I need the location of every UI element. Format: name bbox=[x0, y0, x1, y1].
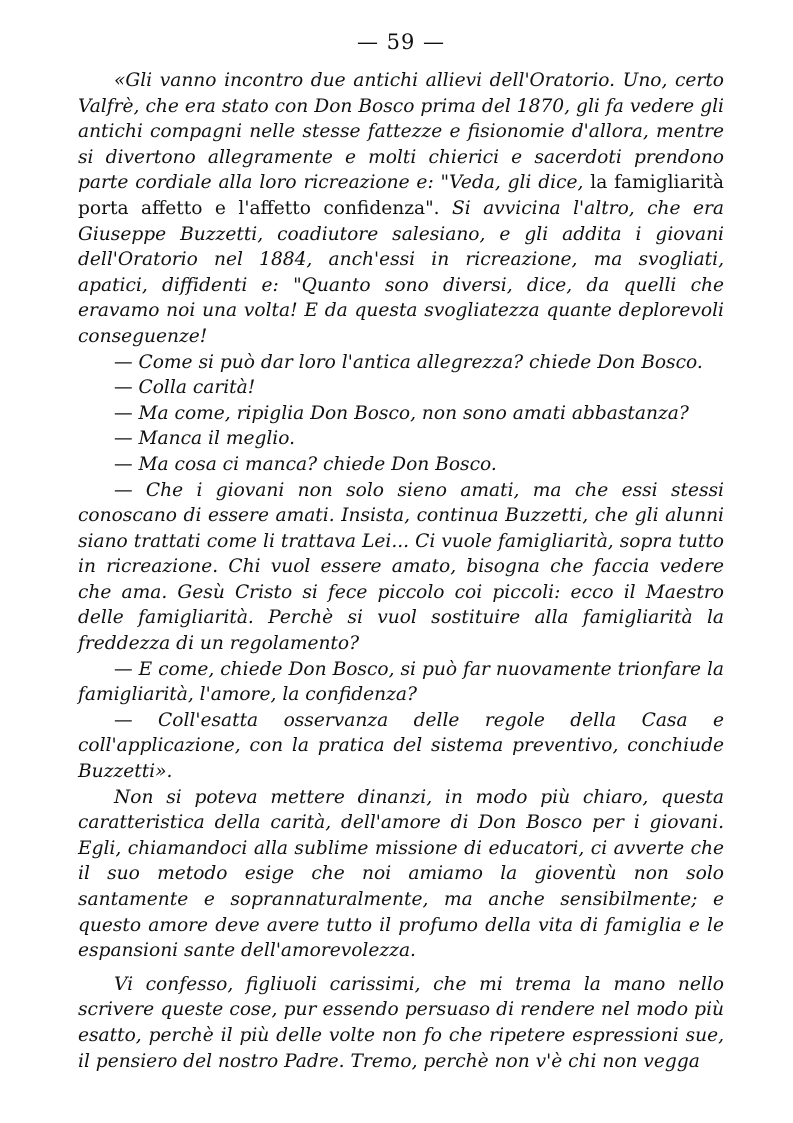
paragraph-dream-opening bbox=[78, 68, 724, 350]
dialogue-line: — Ma come, ripiglia Don Bosco, non sono amati abbastanza? bbox=[114, 402, 689, 424]
dialogue-line: — Colla carità! bbox=[114, 377, 256, 399]
dialogue-line: — Come si può dar loro l'antica allegrezza? chiede Don Bosco. bbox=[114, 351, 703, 373]
paragraph-commentary: Non si poteva mettere dinanzi, in modo più chiaro, questa caratteristica della carità, dell'amore di Don Bosco per i giovani. Egli, chiamandoci alla sublime missione di educatori, ci avverte che il suo metodo esige che noi amiamo la gioventù non solo santamente e soprannaturalmente, ma anche sensibilmente; e questo amore deve avere tutto il profumo della vita di famiglia e le espansioni sante dell'amorevolezza. bbox=[78, 786, 724, 962]
dialogue-line: — Manca il meglio. bbox=[114, 428, 296, 450]
page-body bbox=[78, 68, 724, 1074]
dialogue-line: — E come, chiede Don Bosco, si può far nuovamente trionfare la famigliarità, l'amore, la confidenza? bbox=[78, 658, 724, 706]
paragraph-confession: Vi confesso, figliuoli carissimi, che mi trema la mano nello scrivere queste cose, pur essendo persuaso di rendere nel modo più esatto, perchè il più delle volte non fo che ripetere espressioni sue, il pensiero del nostro Padre. Tremo, perchè non v'è chi non vegga bbox=[78, 973, 724, 1072]
book-page bbox=[78, 30, 724, 1074]
dialogue-line: — Coll'esatta osservanza delle regole della Casa e coll'applicazione, con la pratica del sistema preventivo, conchiude Buzzetti». bbox=[78, 709, 724, 783]
paragraph-spacer bbox=[78, 964, 724, 972]
dream-text-part-1: «Gli vanno incontro due antichi allievi dell'Oratorio. Uno, certo Valfrè, che era stato con Don Bosco prima del 1870, gli fa vedere gli antichi compagni nelle stesse fattezze e fisionomie d'allora, mentre si divertono allegramente e molti chierici e sacerdoti prendono parte cordiale alla loro ricreazione e: "Veda, gli dice, bbox=[78, 70, 724, 194]
page-number: — 59 — bbox=[356, 30, 446, 54]
dialogue-line: — Ma cosa ci manca? chiede Don Bosco. bbox=[114, 453, 497, 475]
dream-text-part-3: Si avvicina l'altro, che era Giuseppe Buzzetti, coadiutore salesiano, e gli addita i giovani dell'Oratorio nel 1884, anch'essi in ricreazione, ma svogliati, apatici, diffidenti e: "Quanto sono diversi, dice, da quelli che eravamo noi una volta! E da questa svogliatezza quante deplorevoli conseguenze! bbox=[78, 197, 724, 347]
dialogue-line: — Che i giovani non solo sieno amati, ma che essi stessi conoscano di essere amati. Insista, continua Buzzetti, che gli alunni siano trattati come li trattava Lei... Ci vuole famigliarità, sopra tutto in ricreazione. Chi vuol essere amato, bisogna che faccia vedere che ama. Gesù Cristo si fece piccolo coi piccoli: ecco il Maestro delle famigliarità. Perchè si vuol sostituire alla famigliarità la freddezza di un regolamento? bbox=[78, 479, 724, 655]
dream-text-part-2-roman: la famigliarità porta affetto e l'affetto confidenza". bbox=[78, 172, 724, 219]
